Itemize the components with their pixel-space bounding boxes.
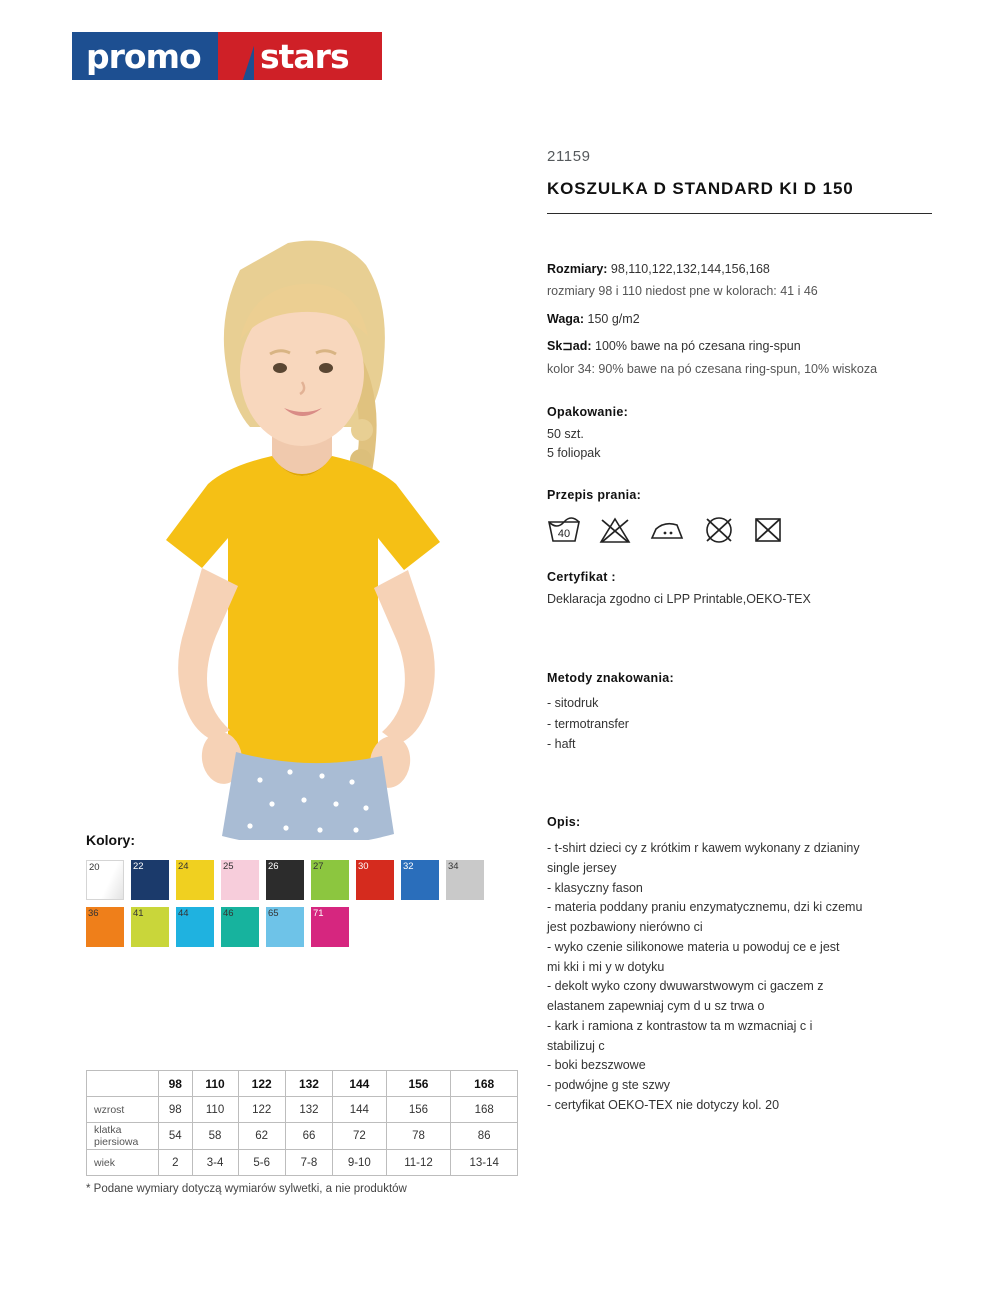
color-swatch-27[interactable] [311, 860, 349, 900]
size-cell: 62 [238, 1123, 285, 1150]
size-row-label: wzrost [87, 1097, 159, 1123]
colors-title: Kolory: [86, 832, 135, 848]
marking-item-2: - termotransfer [547, 716, 629, 731]
color-swatch-code: 41 [133, 908, 144, 919]
description-line: - kark i ramiona z kontrastow ta m wzmacniaj c i [547, 1018, 813, 1033]
size-header-cell: 168 [451, 1071, 518, 1097]
marking-item-1: - sitodruk [547, 696, 599, 711]
spec-weight [547, 310, 932, 329]
description-line: stabilizuj c [547, 1038, 605, 1053]
description-line: - certyfikat OEKO-TEX nie dotyczy kol. 20 [547, 1097, 780, 1112]
spec-sizes-label: Rozmiary: [547, 262, 608, 276]
size-cell: 13-14 [451, 1150, 518, 1176]
size-table [86, 1070, 518, 1176]
brand-logo-slash [218, 32, 254, 80]
description-line: - podwójne g ste szwy [547, 1078, 670, 1092]
color-swatch-32[interactable] [401, 860, 439, 900]
size-cell: 11-12 [386, 1150, 451, 1176]
spec-composition [547, 337, 932, 356]
size-row-label-line1: klatka [94, 1124, 122, 1136]
size-cell: 72 [333, 1123, 386, 1150]
table-row [87, 1150, 518, 1176]
wash-40-icon [547, 516, 581, 544]
color-swatch-code: 30 [358, 861, 369, 872]
packaging-title: Opakowanie: [547, 404, 629, 419]
product-photo [90, 140, 510, 840]
spec-composition-value: 100% bawe na pó czesana ring-spun [595, 339, 801, 354]
size-cell: 144 [333, 1097, 386, 1123]
table-row [87, 1097, 518, 1123]
spec-sizes-note: rozmiary 98 i 110 niedost pne w kolorach: 41 i 46 [547, 284, 818, 299]
description-block [547, 815, 932, 1115]
color-swatch-71[interactable] [311, 907, 349, 947]
color-swatch-36[interactable] [86, 907, 124, 947]
no-bleach-icon [599, 516, 631, 544]
size-cell: 5-6 [238, 1150, 285, 1176]
size-cell: 86 [451, 1123, 518, 1150]
color-swatch-26[interactable] [266, 860, 304, 900]
color-swatch-code: 65 [268, 908, 279, 919]
color-swatch-code: 32 [403, 861, 414, 872]
product-sku: 21159 [547, 148, 591, 165]
size-cell: 98 [159, 1097, 193, 1123]
size-cell: 132 [285, 1097, 332, 1123]
size-row-label-line2: piersiowa [94, 1136, 139, 1149]
spec-block [547, 260, 932, 379]
description-line: - materia poddany praniu enzymatycznemu, dzi ki czemu [547, 900, 863, 915]
svg-text:40: 40 [557, 528, 571, 541]
color-swatch-20[interactable] [86, 860, 124, 900]
wash-symbols [547, 516, 932, 544]
size-table-section [86, 1070, 518, 1195]
color-swatch-46[interactable] [221, 907, 259, 947]
marking-block [547, 671, 932, 755]
color-swatch-code: 27 [313, 861, 324, 872]
size-table-header-row [87, 1071, 518, 1097]
description-line: single jersey [547, 860, 617, 875]
wash-block [547, 488, 932, 544]
color-swatch-code: 44 [178, 908, 189, 919]
marking-title: Metody znakowania: [547, 671, 674, 686]
size-header-cell: 156 [386, 1071, 451, 1097]
color-swatch-code: 36 [88, 908, 99, 919]
description-line: elastanem zapewniaj cym d u sz trwa o [547, 999, 765, 1013]
size-cell: 110 [192, 1097, 238, 1123]
color-swatch-code: 34 [448, 861, 459, 872]
color-swatch-code: 22 [133, 861, 144, 872]
brand-logo [72, 32, 382, 80]
description-line: mi kki i mi y w dotyku [547, 959, 665, 974]
color-swatch-code: 26 [268, 861, 279, 872]
description-title: Opis: [547, 815, 581, 829]
size-cell: 122 [238, 1097, 285, 1123]
description-line: jest pozbawiony nierówno ci [547, 920, 703, 934]
spec-composition-note: kolor 34: 90% bawe na pó czesana ring-spun, 10% wiskoza [547, 361, 878, 376]
spec-composition-label: Sk⊐ad: [547, 339, 592, 354]
size-header-cell [87, 1071, 159, 1097]
spec-weight-value: 150 g/m2 [587, 311, 640, 326]
color-swatch-code: 24 [178, 861, 189, 872]
brand-logo-promo: promo [72, 32, 218, 80]
size-header-cell: 98 [159, 1071, 193, 1097]
color-swatch-65[interactable] [266, 907, 304, 947]
color-swatch-code: 46 [223, 908, 234, 919]
description-line: - dekolt wyko czony dwuwarstwowym ci gaczem z [547, 979, 824, 994]
color-swatch-44[interactable] [176, 907, 214, 947]
size-row-label: wiek [87, 1150, 159, 1176]
table-row [87, 1123, 518, 1150]
no-dryclean-icon [703, 516, 735, 544]
color-swatch-30[interactable] [356, 860, 394, 900]
size-header-cell: 110 [192, 1071, 238, 1097]
size-table-note: * Podane wymiary dotyczą wymiarów sylwetki, a nie produktów [86, 1183, 407, 1196]
size-header-cell: 144 [333, 1071, 386, 1097]
certificate-text: Deklaracja zgodno ci LPP Printable,OEKO-TEX [547, 592, 811, 607]
no-tumble-dry-icon [753, 516, 783, 544]
page-title: KOSZULKA D STANDARD KI D 150 [547, 179, 932, 214]
size-header-cell: 122 [238, 1071, 285, 1097]
size-cell: 9-10 [333, 1150, 386, 1176]
packaging-block [547, 405, 932, 463]
size-row-label [87, 1123, 159, 1150]
spec-sizes [547, 260, 932, 279]
color-swatch-code: 25 [223, 861, 234, 872]
iron-low-icon [649, 516, 685, 544]
color-swatch-41[interactable] [131, 907, 169, 947]
packaging-line-2: 5 foliopak [547, 445, 601, 460]
size-cell: 156 [386, 1097, 451, 1123]
color-swatch-code: 71 [313, 908, 324, 919]
color-swatch-22[interactable] [131, 860, 169, 900]
size-header-cell: 132 [285, 1071, 332, 1097]
size-cell: 78 [386, 1123, 451, 1150]
size-cell: 168 [451, 1097, 518, 1123]
color-swatch-code: 20 [89, 862, 100, 873]
wash-title: Przepis prania: [547, 488, 642, 503]
description-line: - t-shirt dzieci cy z krótkim r kawem wykonany z dzianiny [547, 841, 860, 855]
marking-item-3: - haft [547, 737, 576, 752]
color-swatch-25[interactable] [221, 860, 259, 900]
size-cell: 66 [285, 1123, 332, 1150]
description-line: - klasyczny fason [547, 880, 643, 895]
description-line: - wyko czenie silikonowe materia u powoduj ce e jest [547, 939, 840, 954]
certificate-title: Certyfikat : [547, 570, 616, 585]
color-swatch-34[interactable] [446, 860, 484, 900]
description-line: - boki bezszwowe [547, 1058, 646, 1073]
size-cell: 58 [192, 1123, 238, 1150]
product-info-panel [547, 148, 932, 1116]
spec-weight-label: Waga: [547, 311, 585, 326]
certificate-block [547, 570, 932, 609]
size-cell: 2 [159, 1150, 193, 1176]
colors-section [86, 832, 506, 947]
brand-logo-stars: stars [254, 32, 382, 80]
color-swatch-grid [86, 860, 506, 947]
size-cell: 54 [159, 1123, 193, 1150]
size-cell: 7-8 [285, 1150, 332, 1176]
size-cell: 3-4 [192, 1150, 238, 1176]
spec-sizes-value: 98,110,122,132,144,156,168 [610, 262, 770, 276]
color-swatch-24[interactable] [176, 860, 214, 900]
packaging-line-1: 50 szt. [547, 426, 584, 441]
